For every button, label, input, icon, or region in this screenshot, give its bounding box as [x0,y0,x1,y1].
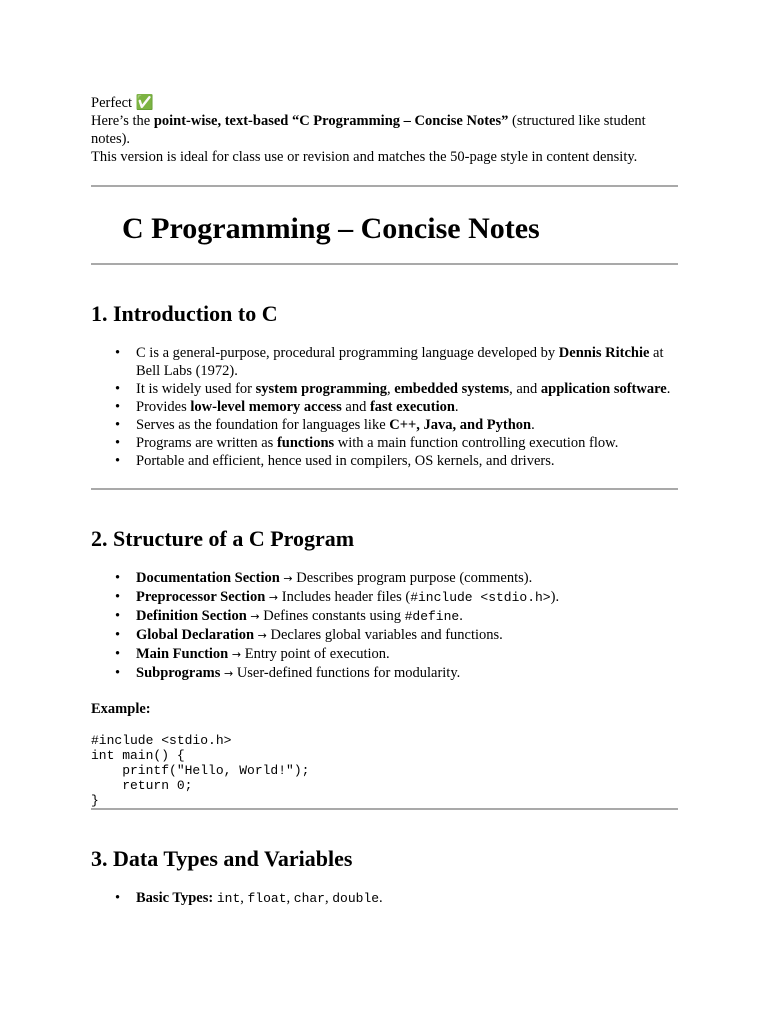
list-item: • It is widely used for system programming, embedded systems, and application software. [136,380,678,398]
arrow-icon: → [283,572,293,585]
intro-line-3: This version is ideal for class use or revision and matches the 50-page style in content density. [91,149,638,165]
section-1-list [91,344,678,470]
arrow-icon: → [250,610,260,623]
list-item: • Preprocessor Section → Includes header files (#include <stdio.h>). [136,588,678,607]
section-2-list [91,569,678,683]
list-item: • Definition Section → Defines constants using #define. [136,607,678,626]
intro-line-1: Perfect ✅ [91,95,154,111]
divider [91,488,678,490]
section-1-heading: 1. Introduction to C [91,301,278,326]
list-item: • Documentation Section → Describes program purpose (comments). [136,569,678,588]
divider [91,185,678,187]
inline-code: #include <stdio.h> [410,590,551,605]
arrow-icon: → [231,648,242,661]
list-item: • Subprograms → User-defined functions for modularity. [136,664,678,683]
list-item: • C is a general-purpose, procedural programming language developed by Dennis Ritchie at Bell Labs (1972). [136,344,678,380]
code-block: #include <stdio.h> int main() { printf("Hello, World!"); return 0; } [91,733,310,808]
intro-line-2: Here’s the point-wise, text-based “C Programming – Concise Notes” (structured like student notes). [91,113,646,147]
example-label: Example: [91,701,151,717]
list-item: • Provides low-level memory access and fast execution. [136,398,678,416]
section-2-heading: 2. Structure of a C Program [91,526,355,551]
document-page [91,94,678,908]
arrow-icon: → [257,629,267,642]
page-title: C Programming – Concise Notes [122,212,540,245]
arrow-icon: → [223,667,234,680]
list-item: • Programs are written as functions with a main function controlling execution flow. [136,434,678,452]
section-3-list [91,889,678,908]
list-item: • Basic Types: int, float, char, double. [136,889,678,908]
divider [91,263,678,265]
divider [91,808,678,810]
inline-code: #define [404,609,460,624]
list-item: • Serves as the foundation for languages like C++, Java, and Python. [136,416,678,434]
list-item: • Portable and efficient, hence used in compilers, OS kernels, and drivers. [136,452,678,470]
section-3-heading: 3. Data Types and Variables [91,846,353,871]
list-item: • Global Declaration → Declares global variables and functions. [136,626,678,645]
list-item: • Main Function → Entry point of execution. [136,645,678,664]
arrow-icon: → [268,591,279,604]
intro-block [91,94,678,166]
